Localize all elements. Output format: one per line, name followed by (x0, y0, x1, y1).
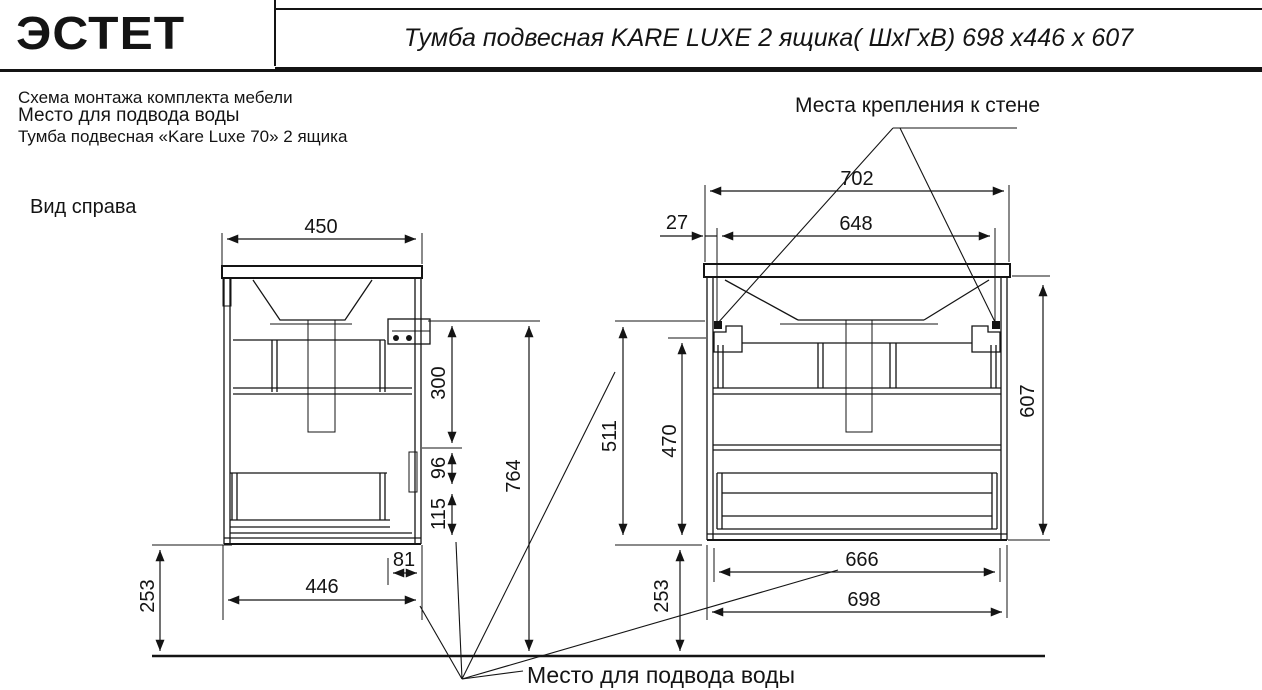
dim-607: 607 (1017, 384, 1039, 418)
countertop-front (704, 264, 1010, 277)
dim-648: 648 (839, 213, 873, 235)
brand-logo: ЭСТЕТ (16, 7, 186, 59)
dim-81: 81 (392, 549, 416, 571)
drain-pipe-front (846, 320, 872, 432)
dim-511: 511 (599, 420, 621, 452)
side-view-structure (222, 266, 430, 544)
note-scheme: Схема монтажа комплекта мебели (18, 88, 293, 107)
dim-253-left: 253 (137, 579, 159, 613)
water-leader-2 (456, 542, 462, 679)
basin-side (253, 280, 372, 320)
dim-450: 450 (304, 216, 338, 238)
water-leader-4 (462, 570, 838, 679)
dim-96: 96 (428, 456, 450, 480)
extension-lines (152, 185, 1050, 620)
dim-702: 702 (840, 168, 874, 190)
drawing-title: Тумба подвесная KARE LUXE 2 ящика( ШхГхВ) 698 х446 х 607 (403, 24, 1134, 52)
note-water-supply: Место для подвода воды (18, 105, 240, 126)
dim-764: 764 (503, 459, 525, 493)
water-leader-3 (462, 372, 615, 679)
leader-lines (420, 128, 1017, 679)
water-leader-5 (462, 671, 523, 679)
dim-666: 666 (845, 549, 879, 571)
mount-leader-right (900, 128, 996, 324)
dim-300: 300 (428, 366, 450, 400)
dim-253-right: 253 (651, 579, 673, 613)
dim-27: 27 (665, 212, 689, 234)
water-leader-1 (420, 606, 462, 679)
note-product: Тумба подвесная «Kare Luxe 70» 2 ящика (18, 127, 348, 146)
basin-front (725, 280, 798, 320)
dim-698: 698 (847, 589, 881, 611)
countertop-side (222, 266, 422, 278)
side-view-label: Вид справа (30, 196, 137, 218)
dim-115: 115 (428, 498, 450, 530)
drain-pipe-side (308, 320, 335, 432)
dim-470: 470 (659, 424, 681, 458)
dim-446: 446 (305, 576, 339, 598)
wall-mount-label: Места крепления к стене (795, 94, 1041, 117)
front-view-structure (704, 264, 1010, 540)
water-supply-label: Место для подвода воды (527, 662, 796, 688)
